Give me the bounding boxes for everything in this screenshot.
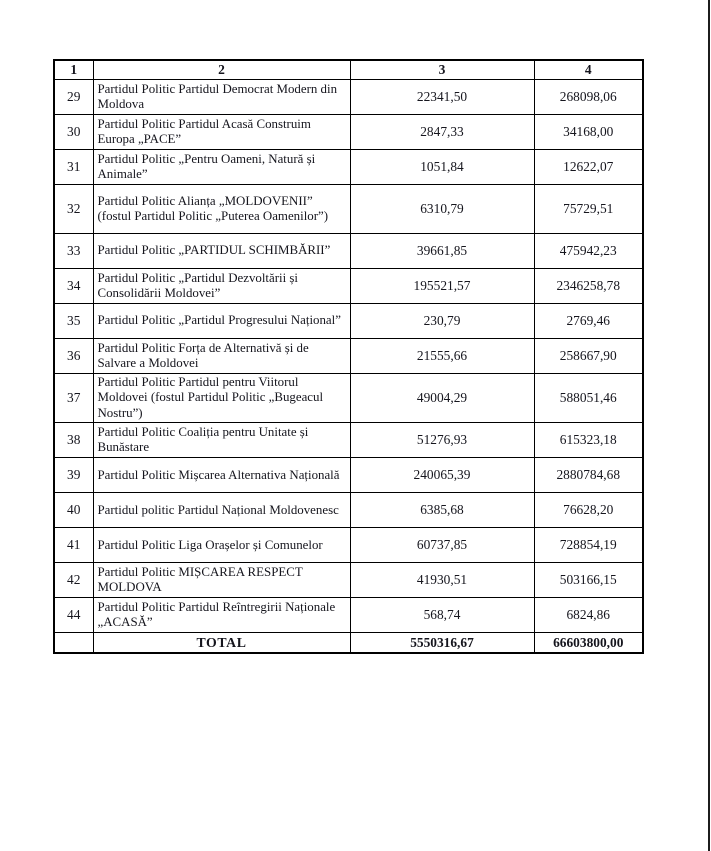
total-amount-col3-cell: 5550316,67 (350, 633, 534, 654)
table-row (54, 458, 643, 493)
amount-col3-cell: 51276,93 (350, 423, 534, 458)
page-edge-line (708, 0, 710, 851)
amount-col3-cell: 60737,85 (350, 528, 534, 563)
amount-col3-cell: 568,74 (350, 598, 534, 633)
amount-col3-cell: 230,79 (350, 304, 534, 339)
table-total-row (54, 633, 643, 654)
row-number-cell: 44 (54, 598, 93, 633)
empty-cell (54, 633, 93, 654)
amount-col4-cell: 475942,23 (534, 234, 643, 269)
column-header-3: 3 (350, 60, 534, 80)
party-name-cell: Partidul Politic „Partidul Dezvoltării și Consolidării Moldovei” (93, 269, 350, 304)
row-number-cell: 29 (54, 80, 93, 115)
party-name-cell: Partidul Politic Alianța „MOLDOVENII” (fostul Partidul Politic „Puterea Oamenilor”) (93, 185, 350, 234)
amount-col3-cell: 41930,51 (350, 563, 534, 598)
column-header-1: 1 (54, 60, 93, 80)
amount-col4-cell: 76628,20 (534, 493, 643, 528)
amount-col3-cell: 21555,66 (350, 339, 534, 374)
row-number-cell: 33 (54, 234, 93, 269)
total-label-cell: TOTAL (93, 633, 350, 654)
table-row (54, 423, 643, 458)
party-name-cell: Partidul Politic „Pentru Oameni, Natură și Animale” (93, 150, 350, 185)
party-name-cell: Partidul Politic Partidul Democrat Modern din Moldova (93, 80, 350, 115)
amount-col4-cell: 615323,18 (534, 423, 643, 458)
amount-col3-cell: 6385,68 (350, 493, 534, 528)
row-number-cell: 37 (54, 374, 93, 423)
party-name-cell: Partidul politic Partidul Național Moldovenesc (93, 493, 350, 528)
amount-col4-cell: 75729,51 (534, 185, 643, 234)
table-row (54, 598, 643, 633)
total-amount-col4-cell: 66603800,00 (534, 633, 643, 654)
table-row (54, 374, 643, 423)
table-row (54, 234, 643, 269)
table-row (54, 269, 643, 304)
row-number-cell: 38 (54, 423, 93, 458)
amount-col4-cell: 588051,46 (534, 374, 643, 423)
amount-col4-cell: 2769,46 (534, 304, 643, 339)
party-name-cell: Partidul Politic MIȘCAREA RESPECT MOLDOVA (93, 563, 350, 598)
party-name-cell: Partidul Politic Forța de Alternativă și de Salvare a Moldovei (93, 339, 350, 374)
party-name-cell: Partidul Politic Partidul Acasă Construim Europa „PACE” (93, 115, 350, 150)
row-number-cell: 40 (54, 493, 93, 528)
table-row (54, 185, 643, 234)
row-number-cell: 35 (54, 304, 93, 339)
table-row (54, 150, 643, 185)
amount-col3-cell: 195521,57 (350, 269, 534, 304)
column-header-2: 2 (93, 60, 350, 80)
row-number-cell: 34 (54, 269, 93, 304)
amount-col3-cell: 240065,39 (350, 458, 534, 493)
party-name-cell: Partidul Politic Coaliția pentru Unitate și Bunăstare (93, 423, 350, 458)
row-number-cell: 36 (54, 339, 93, 374)
party-name-cell: Partidul Politic Partidul Reîntregirii Naționale „ACASĂ” (93, 598, 350, 633)
amount-col3-cell: 49004,29 (350, 374, 534, 423)
table-header-row (54, 60, 643, 80)
party-name-cell: Partidul Politic Mișcarea Alternativa Națională (93, 458, 350, 493)
table-row (54, 115, 643, 150)
amount-col4-cell: 6824,86 (534, 598, 643, 633)
table-row (54, 339, 643, 374)
amount-col4-cell: 2880784,68 (534, 458, 643, 493)
amount-col4-cell: 34168,00 (534, 115, 643, 150)
party-name-cell: Partidul Politic „Partidul Progresului Național” (93, 304, 350, 339)
amount-col3-cell: 39661,85 (350, 234, 534, 269)
amount-col4-cell: 268098,06 (534, 80, 643, 115)
amount-col4-cell: 728854,19 (534, 528, 643, 563)
table-row (54, 80, 643, 115)
row-number-cell: 32 (54, 185, 93, 234)
table-row (54, 304, 643, 339)
row-number-cell: 30 (54, 115, 93, 150)
party-name-cell: Partidul Politic „PARTIDUL SCHIMBĂRII” (93, 234, 350, 269)
column-header-4: 4 (534, 60, 643, 80)
party-name-cell: Partidul Politic Liga Orașelor și Comunelor (93, 528, 350, 563)
amount-col4-cell: 503166,15 (534, 563, 643, 598)
amount-col3-cell: 1051,84 (350, 150, 534, 185)
row-number-cell: 31 (54, 150, 93, 185)
party-financing-table (53, 59, 644, 654)
amount-col4-cell: 2346258,78 (534, 269, 643, 304)
row-number-cell: 42 (54, 563, 93, 598)
amount-col3-cell: 6310,79 (350, 185, 534, 234)
amount-col3-cell: 2847,33 (350, 115, 534, 150)
amount-col4-cell: 258667,90 (534, 339, 643, 374)
amount-col3-cell: 22341,50 (350, 80, 534, 115)
amount-col4-cell: 12622,07 (534, 150, 643, 185)
table-row (54, 493, 643, 528)
table-row (54, 528, 643, 563)
row-number-cell: 41 (54, 528, 93, 563)
table-row (54, 563, 643, 598)
row-number-cell: 39 (54, 458, 93, 493)
party-name-cell: Partidul Politic Partidul pentru Viitorul Moldovei (fostul Partidul Politic „Bugeacul Nostru”) (93, 374, 350, 423)
